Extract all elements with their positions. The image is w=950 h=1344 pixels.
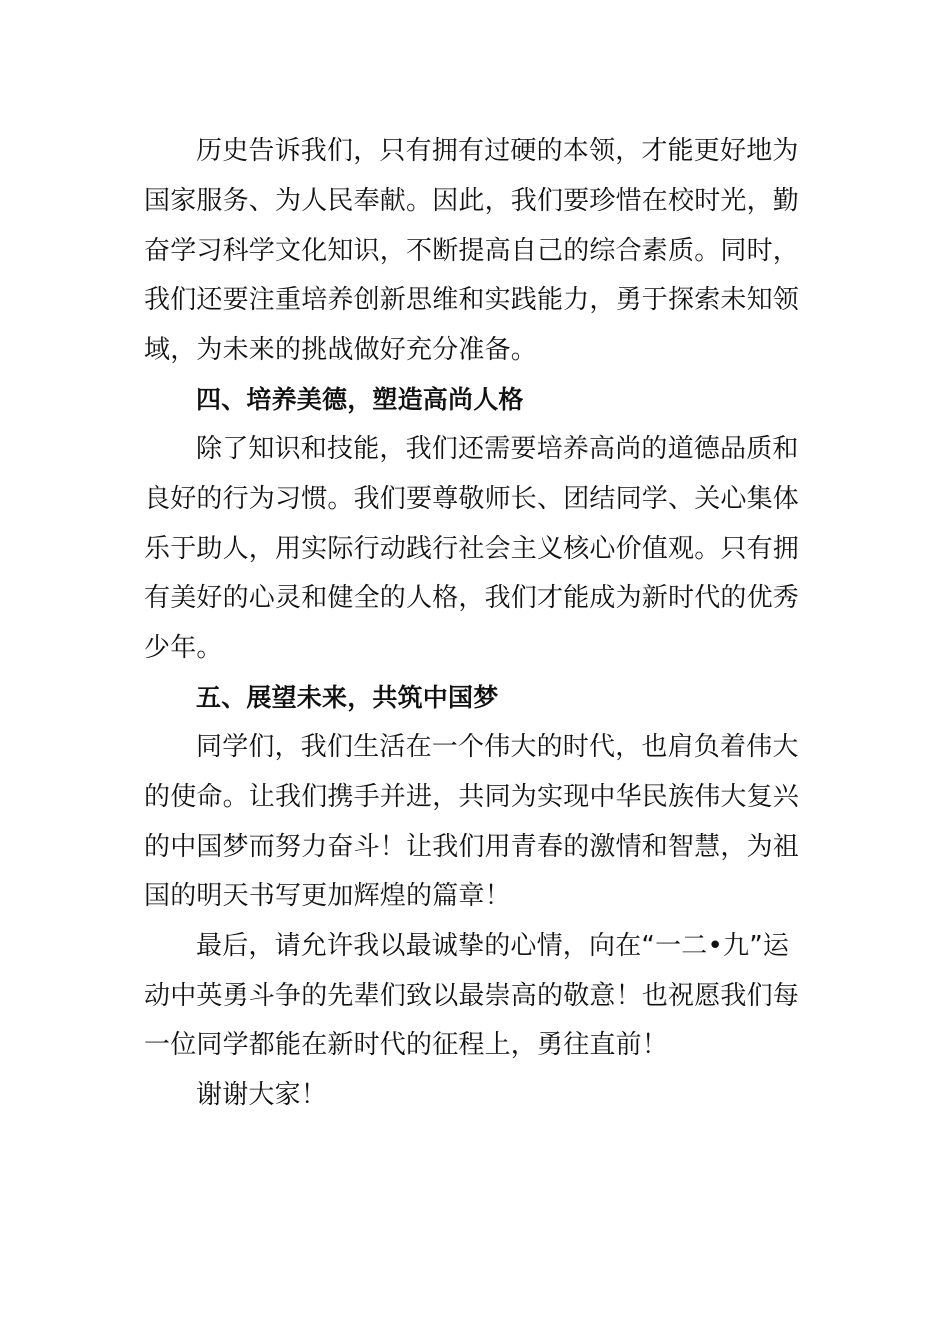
paragraph-line: 一位同学都能在新时代的征程上，勇往直前！ [144, 1030, 669, 1060]
paragraph-line: 的中国梦而努力奋斗！让我们用青春的激情和智慧，为祖 [144, 832, 800, 862]
paragraph-line: 的使命。让我们携手并进，共同为实现中华民族伟大复兴 [144, 782, 800, 812]
closing-thanks: 谢谢大家！ [196, 1080, 328, 1110]
paragraph-line: 国的明天书写更加辉煌的篇章！ [144, 881, 511, 911]
paragraph-line: 奋学习科学文化知识，不断提高自己的综合素质。同时， [144, 236, 800, 266]
paragraph-line: 同学们，我们生活在一个伟大的时代，也肩负着伟大 [196, 732, 799, 762]
paragraph-line: 最后，请允许我以最诚挚的心情，向在“一二•九”运 [196, 931, 790, 961]
paragraph-line: 我们还要注重培养创新思维和实践能力，勇于探索未知领 [144, 285, 800, 315]
paragraph-line: 良好的行为习惯。我们要尊敬师长、团结同学、关心集体 [144, 484, 800, 514]
paragraph-line: 动中英勇斗争的先辈们致以最崇高的敬意！也祝愿我们每 [144, 981, 800, 1011]
paragraph-line: 国家服务、为人民奉献。因此，我们要珍惜在校时光，勤 [144, 186, 800, 216]
paragraph-line: 乐于助人，用实际行动践行社会主义核心价值观。只有拥 [144, 534, 800, 564]
paragraph-line: 除了知识和技能，我们还需要培养高尚的道德品质和 [196, 434, 799, 464]
paragraph-line: 域，为未来的挑战做好充分准备。 [144, 335, 538, 365]
section-heading-4: 四、培养美德，塑造高尚人格 [196, 385, 524, 414]
paragraph-line: 历史告诉我们，只有拥有过硬的本领，才能更好地为 [196, 136, 799, 166]
paragraph-line: 少年。 [144, 633, 223, 663]
section-heading-5: 五、展望未来，共筑中国梦 [196, 683, 499, 712]
paragraph-line: 有美好的心灵和健全的人格，我们才能成为新时代的优秀 [144, 583, 800, 613]
